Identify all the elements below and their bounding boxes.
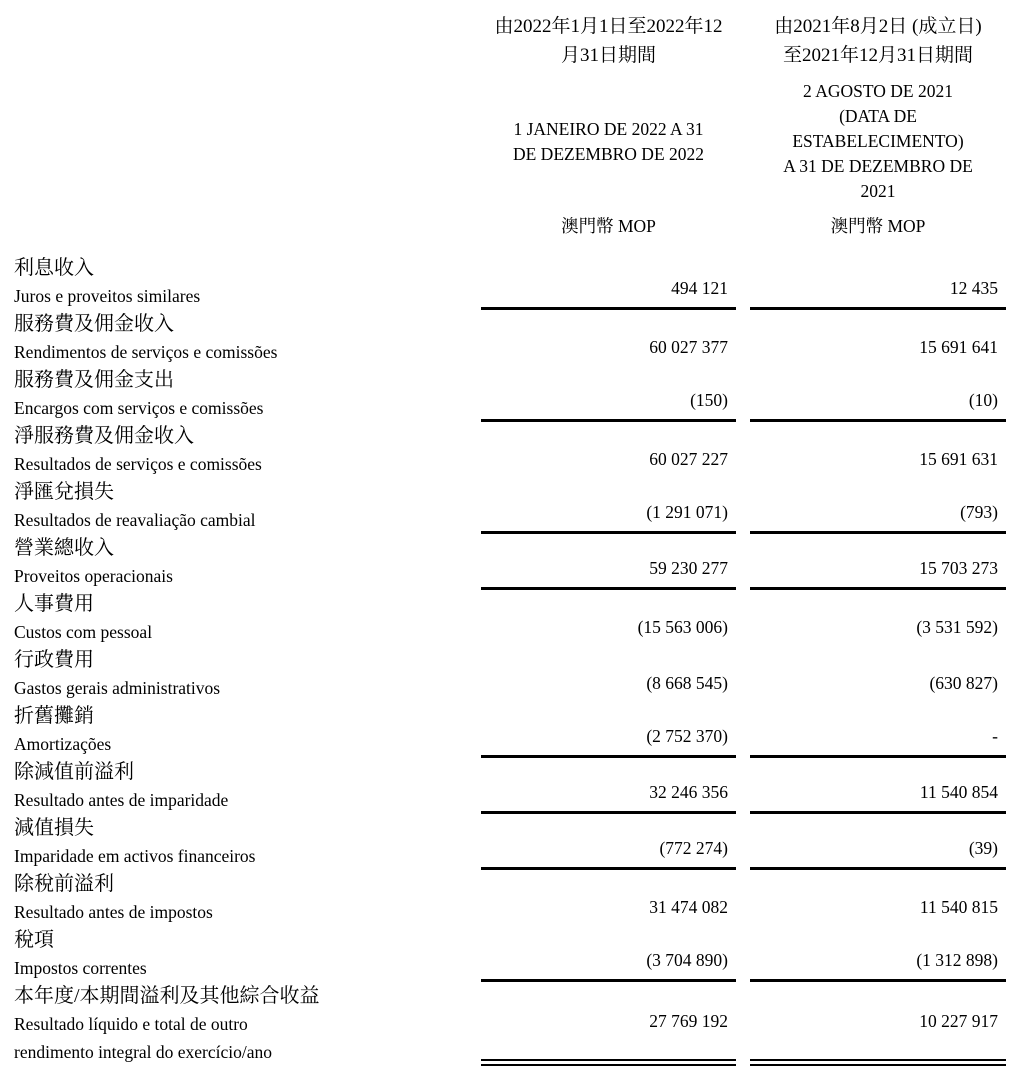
- value-2022: (1 291 071): [481, 478, 736, 534]
- row-label-pt: Proveitos operacionais: [14, 566, 173, 586]
- value-2021: 10 227 917: [750, 982, 1006, 1066]
- row-label-pt: Resultado antes de imparidade: [14, 790, 229, 810]
- row-label: [14, 254, 467, 310]
- value-2021: (10): [750, 366, 1006, 422]
- table-row-interest-income: [14, 254, 1011, 310]
- table-row-admin-expenses: [14, 646, 1011, 702]
- row-label-pt: Imparidade em activos financeiros: [14, 846, 256, 866]
- row-label-zh: 服務費及佣金收入: [14, 313, 174, 335]
- table-row-amortisation: [14, 702, 1011, 758]
- value-2022: (2 752 370): [481, 702, 736, 758]
- row-label: [14, 590, 467, 646]
- row-label-pt: Amortizações: [14, 734, 112, 754]
- row-label-pt: Custos com pessoal: [14, 622, 153, 642]
- row-label-pt: Gastos gerais administrativos: [14, 678, 221, 698]
- value-2022: 59 230 277: [481, 534, 736, 590]
- row-label: [14, 310, 467, 366]
- period-2021-pt: [750, 70, 1006, 213]
- period-header-2021: [750, 12, 1006, 242]
- row-label-pt: Resultado líquido e total de outro: [14, 1014, 248, 1034]
- currency-label-2021: 澳門幣 MOP: [830, 216, 926, 236]
- period-2022-zh-line: 由2022年1月1日至2022年12: [494, 16, 723, 37]
- row-label-zh: 服務費及佣金支出: [14, 369, 174, 391]
- value-2022: 31 474 082: [649, 897, 728, 917]
- table-row-exchange-loss: [14, 478, 1011, 534]
- row-label: [14, 926, 467, 982]
- row-label-zh: 利息收入: [14, 257, 94, 279]
- value-2021: 15 703 273: [750, 534, 1006, 590]
- table-row-profit-before-tax: [14, 870, 1011, 926]
- row-label-zh: 減值損失: [14, 817, 94, 839]
- table-row-impairment-losses: [14, 814, 1011, 870]
- table-row-net-profit: [14, 982, 1011, 1066]
- row-label-zh: 本年度/本期間溢利及其他綜合收益: [14, 985, 320, 1007]
- currency-label-2022: 澳門幣 MOP: [561, 216, 656, 236]
- period-2021-zh-line: 至2021年12月31日期間: [782, 45, 973, 66]
- row-label-zh: 折舊攤銷: [14, 705, 94, 727]
- row-label-pt: Resultados de serviços e comissões: [14, 454, 262, 474]
- value-2021: (793): [750, 478, 1006, 534]
- table-row-profit-before-impairment: [14, 758, 1011, 814]
- period-2021-pt-line: A 31 DE DEZEMBRO DE: [783, 156, 973, 176]
- table-header: [14, 12, 1011, 242]
- header-spacer: [14, 12, 467, 242]
- value-2021: (1 312 898): [750, 926, 1006, 982]
- period-2021-pt-line: (DATA DE: [839, 106, 917, 126]
- row-label-zh: 稅項: [14, 929, 54, 951]
- period-2021-zh-line: 由2021年8月2日 (成立日): [774, 16, 982, 37]
- period-2022-zh: [481, 12, 736, 70]
- table-row-operating-income: [14, 534, 1011, 590]
- row-label-pt: Resultado antes de impostos: [14, 902, 213, 922]
- value-2021: 11 540 854: [750, 758, 1006, 814]
- row-label-pt: Impostos correntes: [14, 958, 147, 978]
- period-2021-zh: [750, 12, 1006, 70]
- row-label: [14, 702, 467, 758]
- row-label-pt: Juros e proveitos similares: [14, 286, 201, 306]
- value-2022: 32 246 356: [481, 758, 736, 814]
- row-label-pt: Rendimentos de serviços e comissões: [14, 342, 278, 362]
- value-2021: (39): [750, 814, 1006, 870]
- table-row-taxation: [14, 926, 1011, 982]
- row-label-zh: 行政費用: [14, 649, 94, 671]
- period-2021-pt-line: ESTABELECIMENTO): [792, 131, 964, 151]
- value-2022: (772 274): [481, 814, 736, 870]
- row-label-pt: Resultados de reavaliação cambial: [14, 510, 256, 530]
- row-label: [14, 478, 467, 534]
- table-row-fee-expense: [14, 366, 1011, 422]
- table-row-staff-costs: [14, 590, 1011, 646]
- value-2022: (150): [481, 366, 736, 422]
- row-label-zh: 淨匯兌損失: [14, 481, 114, 503]
- row-label: [14, 646, 467, 702]
- period-header-2022: [481, 12, 736, 242]
- row-label: [14, 814, 467, 870]
- value-2021: -: [750, 702, 1006, 758]
- row-label: [14, 422, 467, 478]
- row-label-pt: Encargos com serviços e comissões: [14, 398, 264, 418]
- value-2022: (3 704 890): [481, 926, 736, 982]
- value-2022: 60 027 377: [649, 337, 728, 357]
- period-2022-pt-line: DE DEZEMBRO DE 2022: [512, 143, 705, 164]
- row-label-zh: 人事費用: [14, 593, 94, 615]
- row-label-zh: 除減值前溢利: [14, 761, 134, 783]
- period-2021-pt-line: 2021: [860, 181, 896, 201]
- value-2021: (630 827): [929, 673, 998, 693]
- row-label-pt: rendimento integral do exercício/ano: [14, 1042, 273, 1062]
- value-2022: 494 121: [481, 254, 736, 310]
- table-row-fee-income: [14, 310, 1011, 366]
- period-2021-pt-line: 2 AGOSTO DE 2021: [803, 81, 953, 101]
- value-2021: 15 691 641: [919, 337, 998, 357]
- value-2022: (8 668 545): [646, 673, 728, 693]
- table-row-net-fee-income: [14, 422, 1011, 478]
- period-2022-pt-line: 1 JANEIRO DE 2022 A 31: [513, 118, 704, 139]
- value-2022: 27 769 192: [481, 982, 736, 1066]
- value-2022: (15 563 006): [637, 617, 728, 637]
- value-2021: 15 691 631: [919, 449, 998, 469]
- row-label: [14, 366, 467, 422]
- period-2022-pt: [481, 70, 736, 213]
- row-label-zh: 營業總收入: [14, 537, 114, 559]
- value-2022: 60 027 227: [649, 449, 728, 469]
- row-label-zh: 除稅前溢利: [14, 873, 114, 895]
- row-label-zh: 淨服務費及佣金收入: [14, 425, 194, 447]
- row-label: [14, 758, 467, 814]
- row-label: [14, 982, 467, 1066]
- value-2021: (3 531 592): [916, 617, 998, 637]
- row-label: [14, 870, 467, 926]
- value-2021: 12 435: [750, 254, 1006, 310]
- row-label: [14, 534, 467, 590]
- value-2021: 11 540 815: [919, 897, 998, 917]
- period-2022-zh-line: 月31日期間: [560, 45, 656, 66]
